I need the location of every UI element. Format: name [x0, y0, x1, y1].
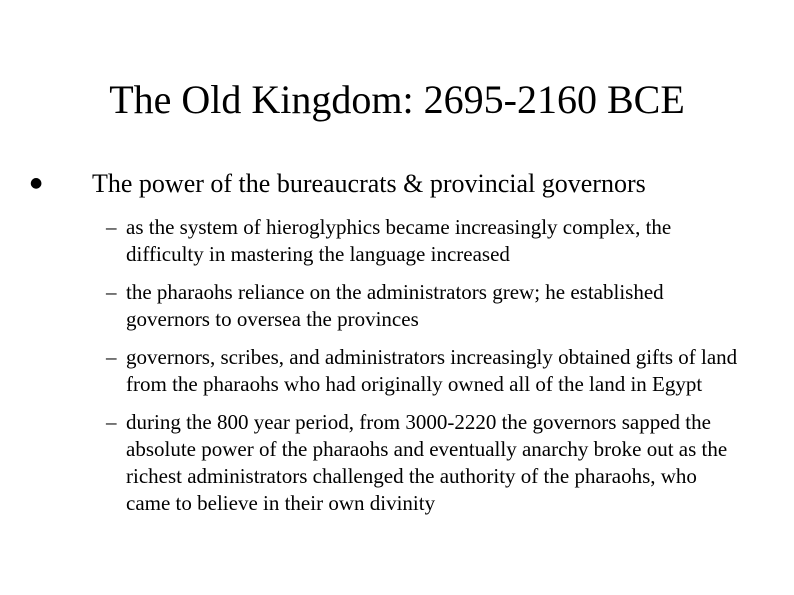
sub-bullet-item	[0, 279, 794, 333]
sub-bullet-text: as the system of hieroglyphics became increasingly complex, the difficulty in mastering the language increased	[126, 215, 672, 266]
sub-bullet-item	[0, 214, 794, 268]
dash-marker-icon: –	[106, 215, 117, 239]
sub-bullet-item	[0, 344, 794, 398]
main-bullet-text: The power of the bureaucrats & provincial governors	[92, 169, 646, 198]
sub-bullet-item	[0, 409, 794, 517]
sub-bullet-text: during the 800 year period, from 3000-2220 the governors sapped the absolute power of the pharaohs and eventually anarchy broke out as the richest administrators challenged the authority of the pharaohs, who came to believe in their own divinity	[126, 410, 728, 515]
bullet-dot-icon: ●	[30, 175, 43, 191]
sub-bullet-text: the pharaohs reliance on the administrators grew; he established governors to oversea the provinces	[126, 280, 664, 331]
slide-title: The Old Kingdom: 2695-2160 BCE	[109, 77, 685, 122]
sub-bullet-text: governors, scribes, and administrators increasingly obtained gifts of land from the pharaohs who had originally owned all of the land in Egypt	[126, 345, 738, 396]
dash-marker-icon: –	[106, 345, 117, 369]
dash-marker-icon: –	[106, 410, 117, 434]
sub-bullet-list	[0, 214, 794, 528]
dash-marker-icon: –	[106, 280, 117, 304]
